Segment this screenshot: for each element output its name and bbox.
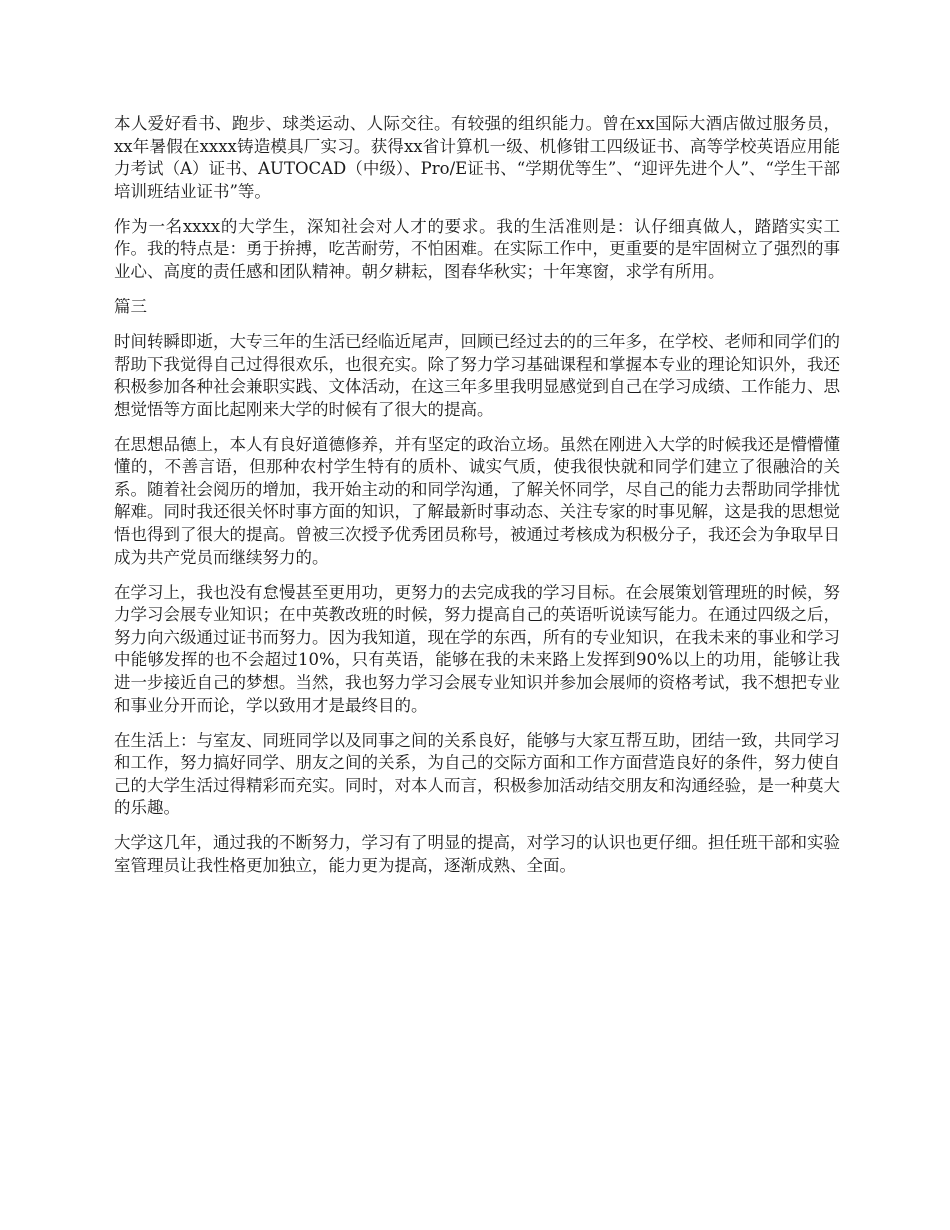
paragraph-conclusion: 大学这几年，通过我的不断努力，学习有了明显的提高，对学习的认识也更仔细。担任班干部和实验室管理员让我性格更加独立，能力更为提高，逐渐成熟、全面。	[114, 833, 840, 875]
paragraph-study: 在学习上，我也没有怠慢甚至更用功，更努力的去完成我的学习目标。在会展策划管理班的时候，努力学习会展专业知识；在中英教改班的时候，努力提高自己的英语听说读写能力。在通过四级之后，努力向六级通过证书而努力。因为我知道，现在学的东西，所有的专业知识，在我未来的事业和学习中能够发挥的也不会超过10%，只有英语，能够在我的未来路上发挥到90%以上的功用，能够让我进一步接近自己的梦想。当然，我也努力学习会展专业知识并参加会展师的资格考试，我不想把专业和事业分开而论，学以致用才是最终目的。	[114, 582, 840, 715]
document-body	[114, 113, 840, 890]
paragraph-ideology: 在思想品德上，本人有良好道德修养，并有坚定的政治立场。虽然在刚进入大学的时候我还是懵懵懂懂的，不善言语，但那种农村学生特有的质朴、诚实气质，使我很快就和同学们建立了很融洽的关系。随着社会阅历的增加，我开始主动的和同学沟通，了解关怀同学，尽自己的能力去帮助同学排忧解难。同时我还很关怀时事方面的知识，了解最新时事动态、关注专家的时事见解，这是我的思想觉悟也得到了很大的提高。曾被三次授予优秀团员称号，被通过考核成为积极分子，我还会为争取早日成为共产党员而继续努力的。	[114, 434, 840, 567]
paragraph-hobbies: 本人爱好看书、跑步、球类运动、人际交往。有较强的组织能力。曾在xx国际大酒店做过服务员，xx年暑假在xxxx铸造模具厂实习。获得xx省计算机一级、机修钳工四级证书、高等学校英语应用能力考试（A）证书、AUTOCAD（中级）、Pro/E证书、“学期优等生”、“迎评先进个人”、“学生干部培训班结业证书”等。	[114, 114, 840, 201]
paragraph-life: 在生活上：与室友、同班同学以及同事之间的关系良好，能够与大家互帮互助，团结一致，共同学习和工作，努力搞好同学、朋友之间的关系，为自己的交际方面和工作方面营造良好的条件，努力使自己的大学生活过得精彩而充实。同时，对本人而言，积极参加活动结交朋友和沟通经验，是一种莫大的乐趣。	[114, 730, 840, 818]
paragraph-self-evaluation: 作为一名xxxx的大学生，深知社会对人才的要求。我的生活准则是：认仔细真做人，踏踏实实工作。我的特点是：勇于拚搏，吃苦耐劳，不怕困难。在实际工作中，更重要的是牢固树立了强烈的事业心、高度的责任感和团队精神。朝夕耕耘，图春华秋实；十年寒窗，求学有所用。	[114, 216, 840, 281]
section-heading: 篇三	[114, 296, 147, 316]
paragraph-intro: 时间转瞬即逝，大专三年的生活已经临近尾声，回顾已经过去的的三年多，在学校、老师和同学们的帮助下我觉得自己过得很欢乐，也很充实。除了努力学习基础课程和掌握本专业的理论知识外，我还积极参加各种社会兼职实践、文体活动，在这三年多里我明显感觉到自己在学习成绩、工作能力、思想觉悟等方面比起刚来大学的时候有了很大的提高。	[114, 331, 840, 419]
